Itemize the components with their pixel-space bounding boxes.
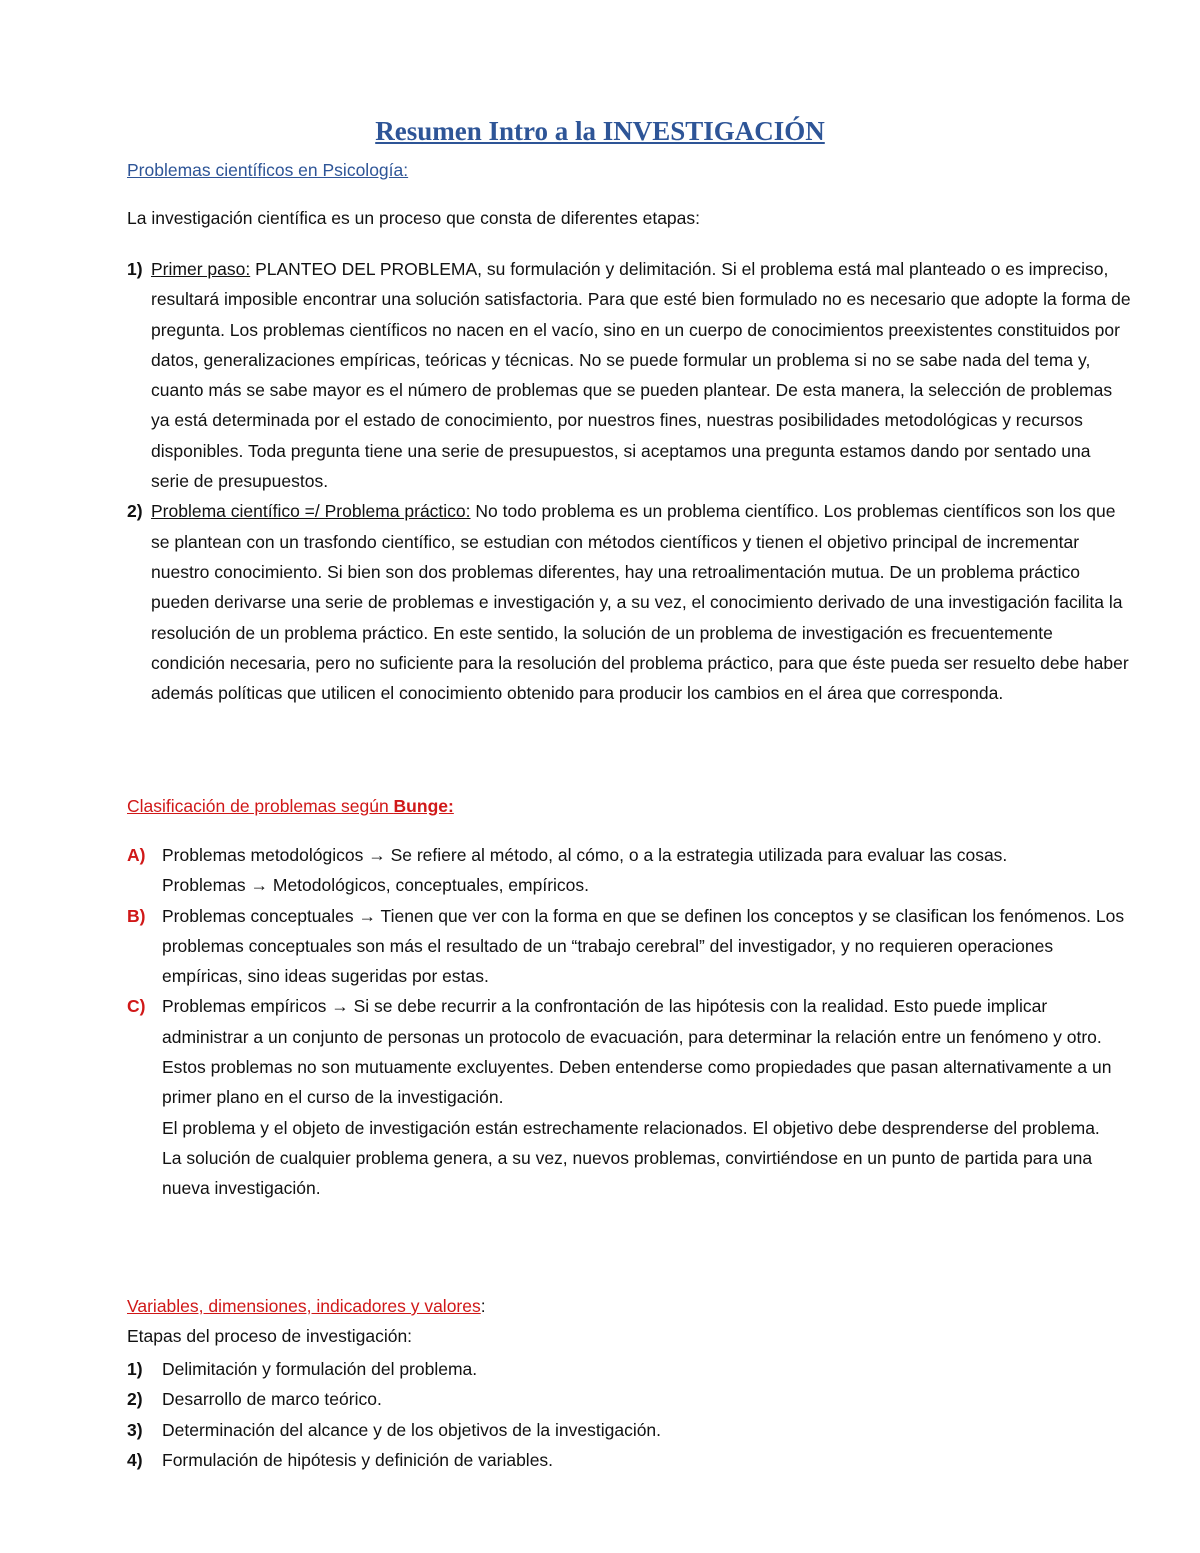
list-item — [127, 254, 1131, 496]
list-item — [127, 1384, 1127, 1414]
item-line: Problemas conceptuales → Tienen que ver con la forma en que se definen los conceptos y se clasifican los fenómenos. Los problemas conceptuales son más el resultado de un “trabajo cerebral” del investigador, y no requieren operaciones empíricas, sino ideas sugeridas por estas. — [162, 905, 1125, 987]
item-line: Problemas metodológicos → Se refiere al método, al cómo, o a la estrategia utilizada para evaluar las cosas. — [162, 845, 1008, 865]
list-item — [127, 1415, 1127, 1445]
step-label: Problema científico =/ Problema práctico: — [151, 501, 471, 522]
stage-text: Determinación del alcance y de los objetivos de la investigación. — [162, 1419, 662, 1440]
list-item — [127, 496, 1131, 708]
list-item — [127, 840, 1127, 901]
stages-list — [127, 1354, 1127, 1475]
list-number: 1) — [127, 259, 143, 279]
list-letter: A) — [127, 845, 146, 865]
list-item — [127, 1354, 1127, 1384]
list-number: 4) — [127, 1449, 143, 1470]
item-line: Estos problemas no son mutuamente excluyentes. Deben entenderse como propiedades que pasan alternativamente a un primer plano en el curso de la investigación. — [162, 1057, 1112, 1108]
stage-text: Desarrollo de marco teórico. — [162, 1389, 382, 1410]
list-number: 1) — [127, 1359, 143, 1379]
bunge-heading-name: Bunge: — [393, 796, 454, 816]
step-text: PLANTEO DEL PROBLEMA, su formulación y delimitación. Si el problema está mal planteado o es impreciso, resultará imposible encontrar una solución satisfactoria. Para que esté bien formulado no es necesario que adopte la forma de pregunta. Los problemas científicos no nacen en el vacío, sino en un cuerpo de conocimientos preexistentes constituidos por datos, generalizaciones empíricas, teóricas y técnicas. No se puede formular un problema si no se sabe nada del tema y, cuanto más se sabe mayor es el número de problemas que se pueden plantear. De esta manera, la selección de problemas ya está determinada por el estado de conocimiento, por nuestros fines, nuestras posibilidades metodológicas y recursos disponibles. Toda pregunta tiene una serie de presupuestos, si aceptamos una pregunta estamos dando por sentado una serie de presupuestos. — [151, 259, 1131, 492]
bunge-heading-prefix: Clasificación de problemas según — [127, 796, 394, 816]
steps-list — [127, 254, 1131, 708]
list-letter: B) — [127, 905, 146, 926]
stage-text: Formulación de hipótesis y definición de variables. — [162, 1449, 554, 1470]
variables-heading — [127, 1296, 486, 1317]
list-number: 3) — [127, 1419, 143, 1440]
step-text: No todo problema es un problema científico. Los problemas científicos son los que se plantean con un trasfondo científico, se estudian con métodos científicos y tienen el objetivo principal de incrementar nuestro conocimiento. Si bien son dos problemas diferentes, hay una retroalimentación mutua. De un problema práctico pueden derivarse una serie de problemas e investigación y, a su vez, el conocimiento derivado de una investigación facilita la resolución de un problema práctico. En este sentido, la solución de un problema de investigación es frecuentemente condición necesaria, pero no suficiente para la resolución del problema práctico, para que éste pueda ser resuelto debe haber además políticas que utilicen el conocimiento obtenido para producir los cambios en el área que corresponda. — [151, 501, 1129, 704]
bunge-heading — [127, 796, 454, 817]
list-number: 2) — [127, 1389, 143, 1410]
step-label: Primer paso: — [151, 259, 251, 279]
list-item — [127, 991, 1127, 1203]
list-letter: C) — [127, 996, 146, 1017]
variables-heading-colon: : — [480, 1296, 486, 1316]
intro-paragraph: La investigación científica es un proceso que consta de diferentes etapas: — [127, 208, 701, 228]
bunge-list — [127, 840, 1127, 1204]
document-title: Resumen Intro a la INVESTIGACIÓN — [375, 116, 825, 146]
list-item — [127, 1445, 1127, 1475]
section-heading-problemas: Problemas científicos en Psicología: — [127, 160, 409, 180]
stage-text: Delimitación y formulación del problema. — [162, 1359, 478, 1379]
item-line: El problema y el objeto de investigación están estrechamente relacionados. El objetivo debe desprenderse del problema. — [162, 1117, 1100, 1138]
item-line: La solución de cualquier problema genera, a su vez, nuevos problemas, convirtiéndose en un punto de partida para una nueva investigación. — [162, 1147, 1093, 1199]
item-line: Problemas → Metodológicos, conceptuales, empíricos. — [162, 875, 590, 896]
list-number: 2) — [127, 501, 143, 522]
stages-intro: Etapas del proceso de investigación: — [127, 1326, 413, 1346]
item-line: Problemas empíricos → Si se debe recurrir a la confrontación de las hipótesis con la realidad. Esto puede implicar administrar a un conjunto de personas un protocolo de evacuación, para determinar la relación entre un fenómeno y otro. — [162, 996, 1102, 1047]
list-item — [127, 901, 1127, 992]
variables-heading-text: Variables, dimensiones, indicadores y valores — [127, 1296, 481, 1316]
